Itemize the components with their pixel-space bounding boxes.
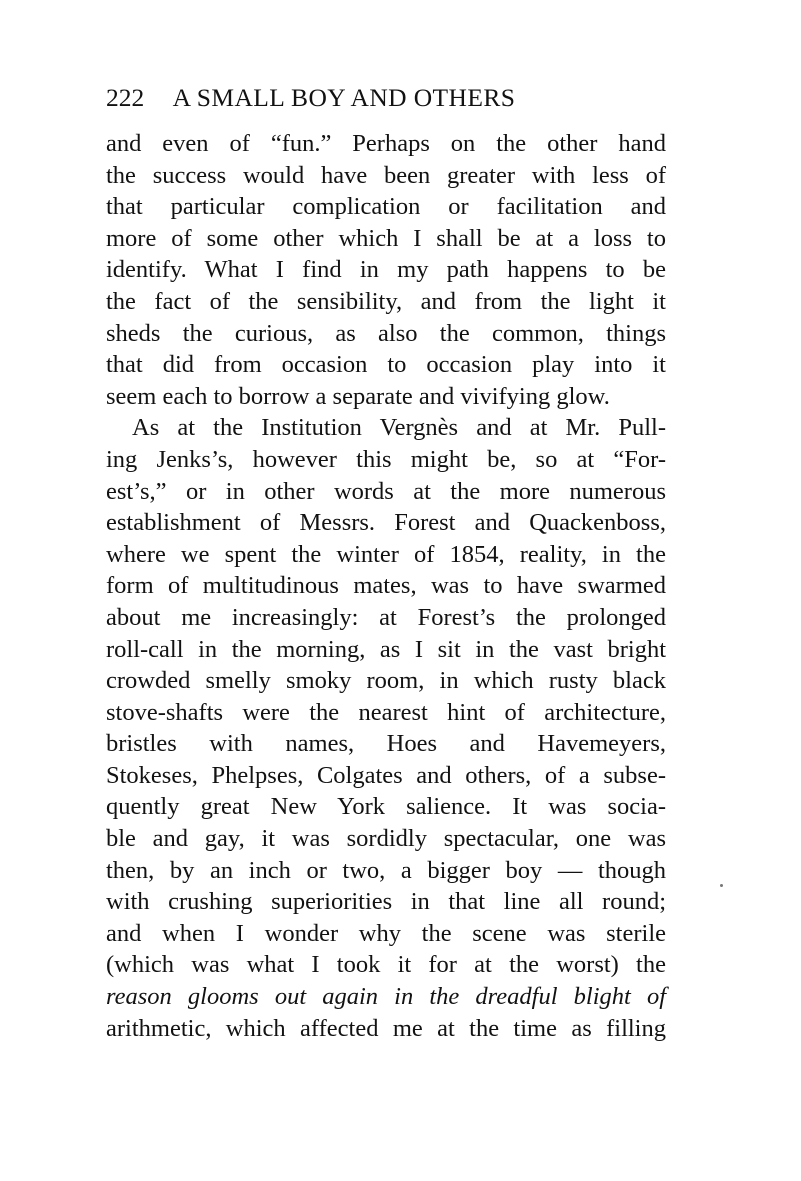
page-number: 222 xyxy=(106,83,145,112)
text-line: quently great New York salience. It was socia- xyxy=(106,793,666,821)
paragraph-start-line: As at the Institution Vergnès and at Mr. Pull- xyxy=(132,414,666,442)
body-text xyxy=(106,128,666,1044)
text-line: form of multitudinous mates, was to have swarmed xyxy=(106,572,666,600)
text-line: Stokeses, Phelpses, Colgates and others, of a subse- xyxy=(106,761,666,789)
text-line: the fact of the sensibility, and from the light it xyxy=(106,287,666,315)
text-line: crowded smelly smoky room, in which rusty black xyxy=(106,667,666,695)
paragraph-end-line: seem each to borrow a separate and vivifying glow. xyxy=(106,382,610,410)
text-line: roll-call in the morning, as I sit in the vast bright xyxy=(106,635,666,663)
text-line: est’s,” or in other words at the more numerous xyxy=(106,477,666,505)
text-line: where we spent the winter of 1854, reality, in the xyxy=(106,540,666,568)
scan-speck xyxy=(720,884,723,887)
italic-text-line: reason glooms out again in the dreadful blight of xyxy=(106,983,666,1011)
text-line: about me increasingly: at Forest’s the prolonged xyxy=(106,603,666,631)
running-head xyxy=(106,82,666,114)
text-line: and even of “fun.” Perhaps on the other hand xyxy=(106,130,666,157)
text-line: (which was what I took it for at the worst) the xyxy=(106,951,666,979)
text-line: that particular complication or facilitation and xyxy=(106,193,666,221)
book-title: A SMALL BOY AND OTHERS xyxy=(172,83,516,112)
text-line: arithmetic, which affected me at the time as filling xyxy=(106,1014,666,1042)
text-line: the success would have been greater with less of xyxy=(106,161,666,189)
text-line: more of some other which I shall be at a loss to xyxy=(106,224,666,252)
text-line: ing Jenks’s, however this might be, so at “For- xyxy=(106,445,666,473)
text-line: identify. What I find in my path happens to be xyxy=(106,256,666,284)
text-line: bristles with names, Hoes and Havemeyers, xyxy=(106,730,666,758)
text-line: then, by an inch or two, a bigger boy — though xyxy=(106,856,666,884)
text-line: sheds the curious, as also the common, things xyxy=(106,319,666,347)
text-line: with crushing superiorities in that line all round; xyxy=(106,888,666,916)
text-line: ble and gay, it was sordidly spectacular, one was xyxy=(106,825,666,853)
text-line: establishment of Messrs. Forest and Quackenboss, xyxy=(106,509,666,537)
text-line: stove-shafts were the nearest hint of architecture, xyxy=(106,698,666,726)
text-line: and when I wonder why the scene was sterile xyxy=(106,919,666,947)
text-line: that did from occasion to occasion play into it xyxy=(106,351,666,379)
